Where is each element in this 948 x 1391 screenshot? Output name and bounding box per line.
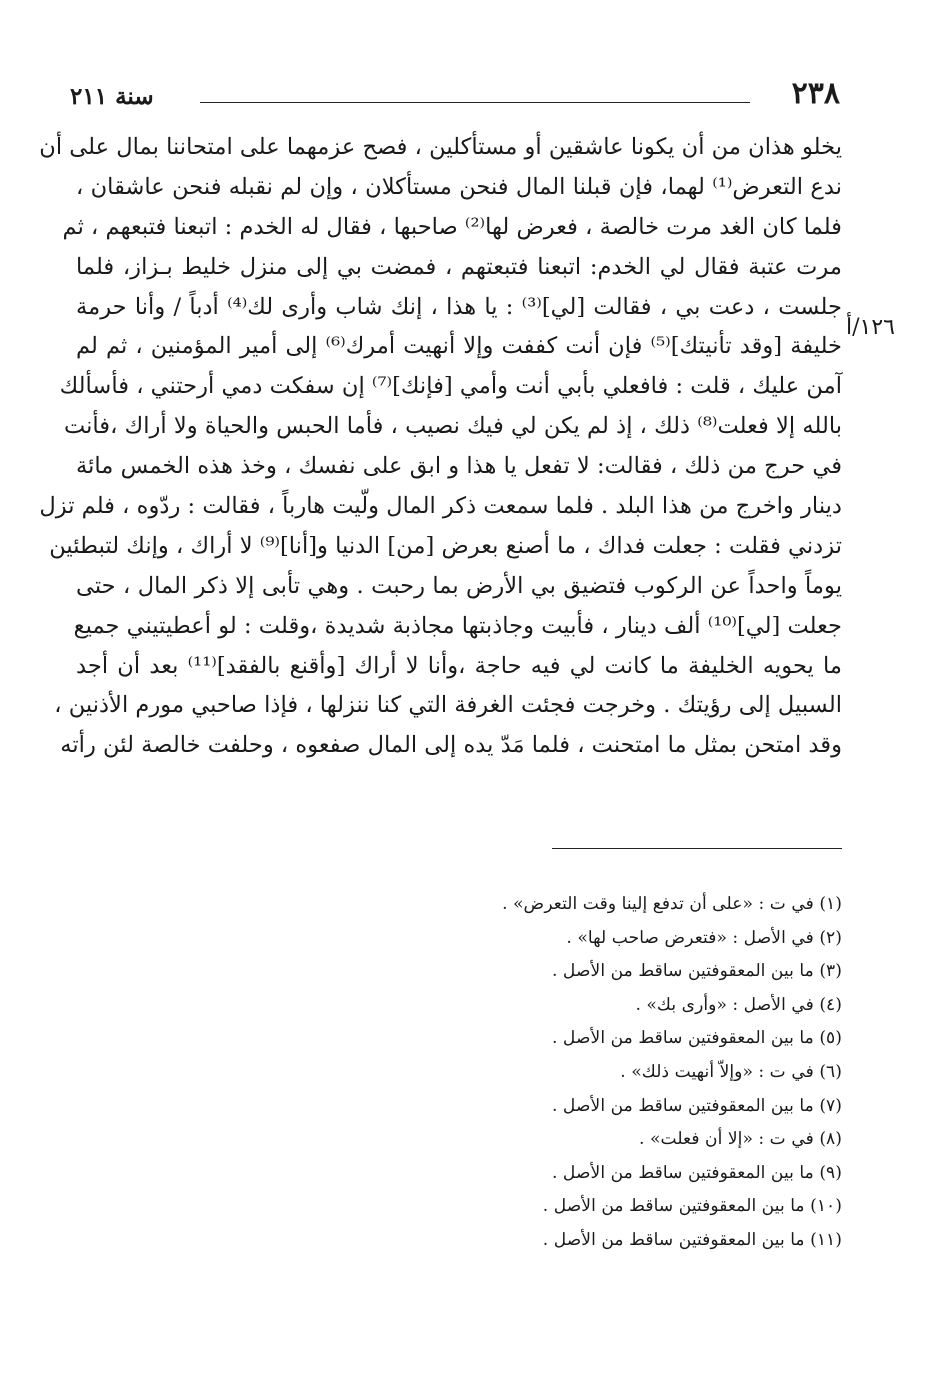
header-rule xyxy=(200,102,750,103)
footnote: (٥) ما بين المعقوفتين ساقط من الأصل . xyxy=(552,1028,842,1049)
footnote: (٢) في الأصل : «فتعرض صاحب لها» . xyxy=(566,927,842,948)
footnote: (١١) ما بين المعقوفتين ساقط من الأصل . xyxy=(542,1229,842,1250)
footnote: (٣) ما بين المعقوفتين ساقط من الأصل . xyxy=(552,961,842,982)
text-line: جعلت [لي]⁽¹⁰⁾ ألف دينار ، فأبيت وجاذبتها مجاذبة شديدة ،وقلت : لو أعطيتيني جميع xyxy=(73,612,842,639)
text-line: في حرج من ذلك ، فقالت: لا تفعل يا هذا و ابق على نفسك ، وخذ هذه الخمس مائة xyxy=(76,453,842,480)
body-text xyxy=(39,128,843,766)
text-line: السبيل إلى رؤيتك . وخرجت فجئت الغرفة التي كنا ننزلها ، فإذا صاحبي مورم الأذنين ، xyxy=(54,692,842,719)
footnote: (٨) في ت : «إلا أن فعلت» . xyxy=(639,1129,842,1150)
text-line: بالله إلا فعلت⁽⁸⁾ ذلك ، إذ لم يكن لي فيك نصيب ، فأما الحبس والحياة ولا أراك ،فأنت xyxy=(63,413,842,440)
footnote-separator xyxy=(552,848,842,849)
footnote: (١٠) ما بين المعقوفتين ساقط من الأصل . xyxy=(542,1196,842,1217)
footnotes xyxy=(282,888,842,1258)
text-line: فلما كان الغد مرت خالصة ، فعرض لها⁽²⁾ صاحبها ، فقال له الخدم : اتبعنا فتبعهم ، ثم xyxy=(62,213,842,240)
text-line: ما يحويه الخليفة ما كانت لي فيه حاجة ،وأنا لا أراك [وأقنع بالفقد]⁽¹¹⁾ بعد أن أجد xyxy=(76,652,842,679)
margin-folio-note: ١٢٦/أ xyxy=(846,315,895,340)
text-line: تزدني فقلت : جعلت فداك ، ما أصنع بعرض [من] الدنيا و[أنا]⁽⁹⁾ لا أراك ، وإنك لتبطئين xyxy=(49,532,842,559)
running-head: سنة ٢١١ xyxy=(70,83,154,110)
text-line: وقد امتحن بمثل ما امتحنت ، فلما مَدّ يده إلى المال صفعوه ، وحلفت خالصة لئن رأته xyxy=(60,732,842,759)
text-line: مرت عتبة فقال لي الخدم: اتبعنا فتبعتهم ، فمضت بي إلى منزل خليط بـزاز، فلما xyxy=(76,253,842,280)
text-line: آمن عليك ، قلت : فافعلي بأبي أنت وأمي [فإنك]⁽⁷⁾ إن سفكت دمي أرحتني ، فأسألك xyxy=(59,373,842,400)
page-header xyxy=(70,74,840,118)
text-line: ندع التعرض⁽¹⁾ لهما، فإن قبلنا المال فنحن مستأكلان ، وإن لم نقبله فنحن عاشقان ، xyxy=(76,173,842,200)
page-number: ٢٣٨ xyxy=(791,76,840,111)
text-line: دينار واخرج من هذا البلد . فلما سمعت ذكر المال ولّيت هارباً ، فقالت : ردّوه ، فلم تزل xyxy=(39,493,842,520)
text-line: خليفة [وقد تأنيتك]⁽⁵⁾ فإن أنت كففت وإلا أنهيت أمرك⁽⁶⁾ إلى أمير المؤمنين ، ثم لم xyxy=(76,333,843,360)
footnote: (١) في ت : «على أن تدفع إلينا وقت التعرض» . xyxy=(502,894,842,914)
text-line: يوماً واحداً عن الركوب فتضيق بي الأرض بما رحبت . وهي تأبى إلا ذكر المال ، حتى xyxy=(76,572,842,599)
footnote: (٤) في الأصل : «وأرى بك» . xyxy=(635,994,842,1015)
footnote: (٦) في ت : «وإلاّ أنهيت ذلك» . xyxy=(620,1061,842,1082)
text-line: يخلو هذان من أن يكونا عاشقين أو مستأكلين ، فصح عزمهما على امتحاننا بمال على أن xyxy=(39,134,842,160)
text-line: جلست ، دعت بي ، فقالت [لي]⁽³⁾ : يا هذا ، إنك شاب وأرى لك⁽⁴⁾ أدباً / وأنا حرمة xyxy=(76,293,842,320)
footnote: (٧) ما بين المعقوفتين ساقط من الأصل . xyxy=(552,1095,842,1116)
footnote: (٩) ما بين المعقوفتين ساقط من الأصل . xyxy=(552,1162,842,1183)
